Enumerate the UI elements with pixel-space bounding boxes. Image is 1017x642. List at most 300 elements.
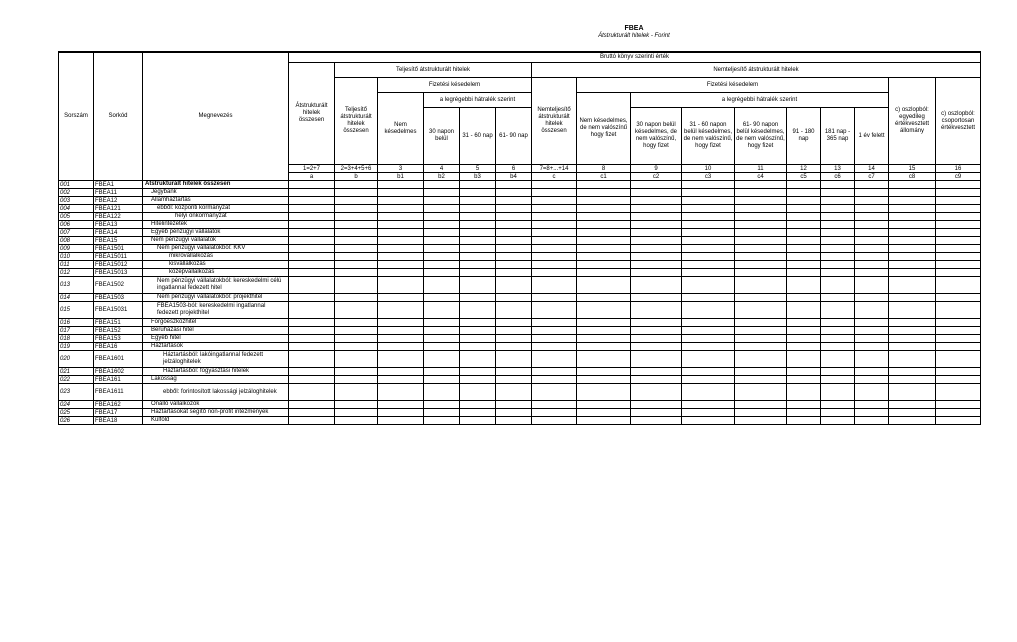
value-cell[interactable] [787,189,821,197]
value-cell[interactable] [889,376,936,384]
value-cell[interactable] [821,376,855,384]
value-cell[interactable] [335,269,378,277]
value-cell[interactable] [460,205,496,213]
value-cell[interactable] [735,205,787,213]
value-cell[interactable] [424,335,460,343]
value-cell[interactable] [936,253,981,261]
value-cell[interactable] [787,376,821,384]
value-cell[interactable] [821,277,855,294]
value-cell[interactable] [936,368,981,376]
value-cell[interactable] [821,189,855,197]
value-cell[interactable] [335,384,378,401]
value-cell[interactable] [735,221,787,229]
value-cell[interactable] [532,327,577,335]
value-cell[interactable] [631,376,682,384]
value-cell[interactable] [289,213,335,221]
value-cell[interactable] [889,351,936,368]
value-cell[interactable] [735,417,787,425]
value-cell[interactable] [424,302,460,319]
value-cell[interactable] [889,327,936,335]
value-cell[interactable] [821,343,855,351]
value-cell[interactable] [532,335,577,343]
value-cell[interactable] [532,343,577,351]
value-cell[interactable] [735,376,787,384]
value-cell[interactable] [532,181,577,189]
value-cell[interactable] [532,368,577,376]
value-cell[interactable] [735,261,787,269]
value-cell[interactable] [496,197,532,205]
value-cell[interactable] [378,302,424,319]
value-cell[interactable] [460,229,496,237]
value-cell[interactable] [735,319,787,327]
value-cell[interactable] [735,245,787,253]
value-cell[interactable] [855,409,889,417]
value-cell[interactable] [532,277,577,294]
value-cell[interactable] [289,197,335,205]
value-cell[interactable] [496,302,532,319]
value-cell[interactable] [577,327,631,335]
value-cell[interactable] [335,376,378,384]
value-cell[interactable] [735,181,787,189]
value-cell[interactable] [335,327,378,335]
value-cell[interactable] [289,343,335,351]
value-cell[interactable] [855,319,889,327]
value-cell[interactable] [787,221,821,229]
value-cell[interactable] [682,269,735,277]
value-cell[interactable] [378,294,424,302]
value-cell[interactable] [936,294,981,302]
value-cell[interactable] [631,302,682,319]
value-cell[interactable] [735,343,787,351]
value-cell[interactable] [787,205,821,213]
value-cell[interactable] [787,237,821,245]
value-cell[interactable] [378,351,424,368]
value-cell[interactable] [577,376,631,384]
value-cell[interactable] [735,237,787,245]
value-cell[interactable] [735,327,787,335]
value-cell[interactable] [631,189,682,197]
value-cell[interactable] [335,351,378,368]
value-cell[interactable] [631,351,682,368]
value-cell[interactable] [460,189,496,197]
value-cell[interactable] [424,213,460,221]
value-cell[interactable] [735,409,787,417]
value-cell[interactable] [496,319,532,327]
value-cell[interactable] [289,351,335,368]
value-cell[interactable] [855,253,889,261]
value-cell[interactable] [424,327,460,335]
value-cell[interactable] [855,261,889,269]
value-cell[interactable] [682,343,735,351]
value-cell[interactable] [378,253,424,261]
value-cell[interactable] [682,261,735,269]
value-cell[interactable] [424,417,460,425]
value-cell[interactable] [631,229,682,237]
value-cell[interactable] [821,181,855,189]
value-cell[interactable] [335,205,378,213]
value-cell[interactable] [936,221,981,229]
value-cell[interactable] [787,181,821,189]
value-cell[interactable] [682,221,735,229]
value-cell[interactable] [335,409,378,417]
value-cell[interactable] [496,213,532,221]
value-cell[interactable] [496,229,532,237]
value-cell[interactable] [532,197,577,205]
value-cell[interactable] [889,205,936,213]
value-cell[interactable] [735,335,787,343]
value-cell[interactable] [378,409,424,417]
value-cell[interactable] [289,319,335,327]
value-cell[interactable] [378,343,424,351]
value-cell[interactable] [631,269,682,277]
value-cell[interactable] [682,213,735,221]
value-cell[interactable] [335,213,378,221]
value-cell[interactable] [821,351,855,368]
value-cell[interactable] [335,197,378,205]
value-cell[interactable] [682,351,735,368]
value-cell[interactable] [378,277,424,294]
value-cell[interactable] [577,335,631,343]
value-cell[interactable] [682,294,735,302]
value-cell[interactable] [460,253,496,261]
value-cell[interactable] [577,253,631,261]
value-cell[interactable] [855,213,889,221]
value-cell[interactable] [855,376,889,384]
value-cell[interactable] [631,245,682,253]
value-cell[interactable] [378,319,424,327]
value-cell[interactable] [289,269,335,277]
value-cell[interactable] [460,221,496,229]
value-cell[interactable] [682,245,735,253]
value-cell[interactable] [378,189,424,197]
value-cell[interactable] [335,343,378,351]
value-cell[interactable] [855,417,889,425]
value-cell[interactable] [532,351,577,368]
value-cell[interactable] [889,319,936,327]
value-cell[interactable] [496,384,532,401]
value-cell[interactable] [335,181,378,189]
value-cell[interactable] [577,384,631,401]
value-cell[interactable] [378,229,424,237]
value-cell[interactable] [424,189,460,197]
value-cell[interactable] [289,237,335,245]
value-cell[interactable] [855,384,889,401]
value-cell[interactable] [936,401,981,409]
value-cell[interactable] [532,269,577,277]
value-cell[interactable] [889,294,936,302]
value-cell[interactable] [335,401,378,409]
value-cell[interactable] [936,302,981,319]
value-cell[interactable] [821,205,855,213]
value-cell[interactable] [682,384,735,401]
value-cell[interactable] [289,189,335,197]
value-cell[interactable] [936,409,981,417]
value-cell[interactable] [889,335,936,343]
value-cell[interactable] [936,189,981,197]
value-cell[interactable] [787,245,821,253]
value-cell[interactable] [496,277,532,294]
value-cell[interactable] [821,327,855,335]
value-cell[interactable] [889,253,936,261]
value-cell[interactable] [682,205,735,213]
value-cell[interactable] [682,229,735,237]
value-cell[interactable] [496,189,532,197]
value-cell[interactable] [289,181,335,189]
value-cell[interactable] [496,205,532,213]
value-cell[interactable] [496,245,532,253]
value-cell[interactable] [460,401,496,409]
value-cell[interactable] [378,335,424,343]
value-cell[interactable] [577,343,631,351]
value-cell[interactable] [682,368,735,376]
value-cell[interactable] [577,417,631,425]
value-cell[interactable] [855,327,889,335]
value-cell[interactable] [936,245,981,253]
value-cell[interactable] [460,302,496,319]
value-cell[interactable] [889,221,936,229]
value-cell[interactable] [577,319,631,327]
value-cell[interactable] [460,343,496,351]
value-cell[interactable] [787,409,821,417]
value-cell[interactable] [335,277,378,294]
value-cell[interactable] [496,237,532,245]
value-cell[interactable] [682,376,735,384]
value-cell[interactable] [532,261,577,269]
value-cell[interactable] [855,245,889,253]
value-cell[interactable] [335,189,378,197]
value-cell[interactable] [787,368,821,376]
value-cell[interactable] [821,294,855,302]
value-cell[interactable] [787,327,821,335]
value-cell[interactable] [378,237,424,245]
value-cell[interactable] [821,253,855,261]
value-cell[interactable] [378,221,424,229]
value-cell[interactable] [735,401,787,409]
value-cell[interactable] [577,302,631,319]
value-cell[interactable] [821,213,855,221]
value-cell[interactable] [787,213,821,221]
value-cell[interactable] [577,368,631,376]
value-cell[interactable] [631,384,682,401]
value-cell[interactable] [532,253,577,261]
value-cell[interactable] [821,229,855,237]
value-cell[interactable] [735,189,787,197]
value-cell[interactable] [424,253,460,261]
value-cell[interactable] [936,237,981,245]
value-cell[interactable] [289,384,335,401]
value-cell[interactable] [424,261,460,269]
value-cell[interactable] [577,294,631,302]
value-cell[interactable] [889,384,936,401]
value-cell[interactable] [631,277,682,294]
value-cell[interactable] [821,221,855,229]
value-cell[interactable] [889,417,936,425]
value-cell[interactable] [532,229,577,237]
value-cell[interactable] [631,205,682,213]
value-cell[interactable] [289,277,335,294]
value-cell[interactable] [424,221,460,229]
value-cell[interactable] [855,229,889,237]
value-cell[interactable] [787,294,821,302]
value-cell[interactable] [460,294,496,302]
value-cell[interactable] [289,205,335,213]
value-cell[interactable] [631,221,682,229]
value-cell[interactable] [821,269,855,277]
value-cell[interactable] [855,401,889,409]
value-cell[interactable] [889,368,936,376]
value-cell[interactable] [577,213,631,221]
value-cell[interactable] [496,261,532,269]
value-cell[interactable] [821,261,855,269]
value-cell[interactable] [532,376,577,384]
value-cell[interactable] [424,368,460,376]
value-cell[interactable] [460,181,496,189]
value-cell[interactable] [496,253,532,261]
value-cell[interactable] [532,213,577,221]
value-cell[interactable] [682,197,735,205]
value-cell[interactable] [532,417,577,425]
value-cell[interactable] [335,302,378,319]
value-cell[interactable] [378,327,424,335]
value-cell[interactable] [460,197,496,205]
value-cell[interactable] [855,269,889,277]
value-cell[interactable] [496,221,532,229]
value-cell[interactable] [424,277,460,294]
value-cell[interactable] [577,245,631,253]
value-cell[interactable] [289,327,335,335]
value-cell[interactable] [460,245,496,253]
value-cell[interactable] [855,343,889,351]
value-cell[interactable] [496,368,532,376]
value-cell[interactable] [735,269,787,277]
value-cell[interactable] [682,181,735,189]
value-cell[interactable] [682,277,735,294]
value-cell[interactable] [577,181,631,189]
value-cell[interactable] [289,335,335,343]
value-cell[interactable] [787,401,821,409]
value-cell[interactable] [735,253,787,261]
value-cell[interactable] [787,335,821,343]
value-cell[interactable] [821,319,855,327]
value-cell[interactable] [821,335,855,343]
value-cell[interactable] [855,277,889,294]
value-cell[interactable] [787,277,821,294]
value-cell[interactable] [631,401,682,409]
value-cell[interactable] [936,181,981,189]
value-cell[interactable] [889,181,936,189]
value-cell[interactable] [682,302,735,319]
value-cell[interactable] [289,221,335,229]
value-cell[interactable] [855,181,889,189]
value-cell[interactable] [289,245,335,253]
value-cell[interactable] [496,181,532,189]
value-cell[interactable] [787,261,821,269]
value-cell[interactable] [335,417,378,425]
value-cell[interactable] [682,237,735,245]
value-cell[interactable] [821,197,855,205]
value-cell[interactable] [631,253,682,261]
value-cell[interactable] [936,343,981,351]
value-cell[interactable] [532,294,577,302]
value-cell[interactable] [787,417,821,425]
value-cell[interactable] [855,335,889,343]
value-cell[interactable] [936,351,981,368]
value-cell[interactable] [682,319,735,327]
value-cell[interactable] [532,221,577,229]
value-cell[interactable] [577,205,631,213]
value-cell[interactable] [936,277,981,294]
value-cell[interactable] [787,229,821,237]
value-cell[interactable] [532,245,577,253]
value-cell[interactable] [936,417,981,425]
value-cell[interactable] [936,327,981,335]
value-cell[interactable] [682,327,735,335]
value-cell[interactable] [378,181,424,189]
value-cell[interactable] [289,368,335,376]
value-cell[interactable] [378,417,424,425]
value-cell[interactable] [682,417,735,425]
value-cell[interactable] [460,384,496,401]
value-cell[interactable] [496,401,532,409]
value-cell[interactable] [532,401,577,409]
value-cell[interactable] [682,253,735,261]
value-cell[interactable] [631,181,682,189]
value-cell[interactable] [855,189,889,197]
value-cell[interactable] [889,245,936,253]
value-cell[interactable] [855,221,889,229]
value-cell[interactable] [889,213,936,221]
value-cell[interactable] [936,261,981,269]
value-cell[interactable] [821,384,855,401]
value-cell[interactable] [787,302,821,319]
value-cell[interactable] [821,409,855,417]
value-cell[interactable] [735,213,787,221]
value-cell[interactable] [532,302,577,319]
value-cell[interactable] [424,245,460,253]
value-cell[interactable] [889,277,936,294]
value-cell[interactable] [532,319,577,327]
value-cell[interactable] [682,409,735,417]
value-cell[interactable] [631,261,682,269]
value-cell[interactable] [787,351,821,368]
value-cell[interactable] [682,335,735,343]
value-cell[interactable] [936,205,981,213]
value-cell[interactable] [460,376,496,384]
value-cell[interactable] [424,343,460,351]
value-cell[interactable] [735,294,787,302]
value-cell[interactable] [787,319,821,327]
value-cell[interactable] [335,221,378,229]
value-cell[interactable] [787,253,821,261]
value-cell[interactable] [936,213,981,221]
value-cell[interactable] [289,409,335,417]
value-cell[interactable] [335,335,378,343]
value-cell[interactable] [936,229,981,237]
value-cell[interactable] [735,229,787,237]
value-cell[interactable] [855,237,889,245]
value-cell[interactable] [424,205,460,213]
value-cell[interactable] [577,189,631,197]
value-cell[interactable] [424,229,460,237]
value-cell[interactable] [496,335,532,343]
value-cell[interactable] [855,368,889,376]
value-cell[interactable] [424,269,460,277]
value-cell[interactable] [460,261,496,269]
value-cell[interactable] [577,269,631,277]
value-cell[interactable] [631,319,682,327]
value-cell[interactable] [532,237,577,245]
value-cell[interactable] [289,417,335,425]
